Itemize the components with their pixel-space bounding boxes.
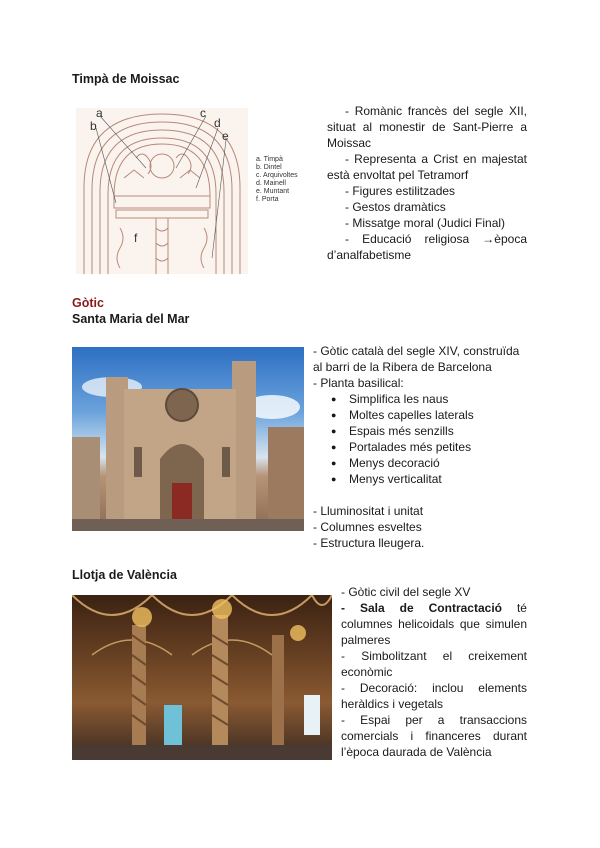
llotja-text <box>341 584 527 760</box>
diagram-legend <box>256 156 298 204</box>
cathedral-drawing <box>72 347 304 531</box>
intro-line: - Planta basilical: <box>313 376 404 390</box>
list-item: ● Portalades més petites <box>313 439 528 455</box>
list-item: ● Menys verticalitat <box>313 471 528 487</box>
list-item: ● Espais més senzills <box>313 423 528 439</box>
bullet: - Missatge moral (Judici Final) <box>345 216 506 230</box>
list-item: ● Moltes capelles laterals <box>313 407 528 423</box>
line: - Espai per a transaccions comercials i financeres durant l’època daurada de València <box>341 713 527 759</box>
bullet: - Romànic francès del segle XII, situat al monestir de Sant-Pierre a Moissac <box>327 104 527 150</box>
legend-item: e. Muntant <box>256 188 290 195</box>
label-e: e <box>222 129 229 143</box>
category-gothic: Gòtic <box>72 296 104 310</box>
label-c: c <box>200 108 206 120</box>
section-title-santa-maria: Santa Maria del Mar <box>72 312 190 326</box>
legend-item: a. Timpà <box>256 156 283 163</box>
moissac-text <box>327 103 527 263</box>
line-rest: té columnes helicoidals que simulen palmeres <box>341 601 527 647</box>
line: - Decoració: inclou elements heràldics i vegetals <box>341 681 527 711</box>
label-b: b <box>90 119 97 133</box>
intro-line: - Gòtic català del segle XIV, construïda al barri de la Ribera de Barcelona <box>313 344 520 374</box>
label-d: d <box>214 116 221 130</box>
legend-item: b. Dintel <box>256 164 282 171</box>
bullet: - Gestos dramàtics <box>345 200 446 214</box>
features-list <box>313 391 528 487</box>
line: - Simbolitzant el creixement econòmic <box>341 649 527 679</box>
tympanum-diagram <box>76 108 248 274</box>
bullet: - Representa a Crist en majestat està envoltat pel Tetramorf <box>327 152 527 182</box>
outro-line: - Lluminositat i unitat <box>313 504 424 518</box>
outro-line: - Columnes esveltes <box>313 520 422 534</box>
legend-item: d. Mainell <box>256 180 286 187</box>
outro-line: - Estructura lleugera. <box>313 536 425 550</box>
line <box>341 600 527 648</box>
bullet: - Educació religiosa →època d’analfabetisme <box>327 232 527 262</box>
hall-drawing <box>72 595 332 760</box>
bullet: - Figures estilitzades <box>345 184 456 198</box>
santa-maria-text <box>313 343 528 551</box>
llotja-photo <box>72 595 332 760</box>
line: - Gòtic civil del segle XV <box>341 585 471 599</box>
list-item: ● Menys decoració <box>313 455 528 471</box>
list-item: ● Simplifica les naus <box>313 391 528 407</box>
label-f: f <box>134 231 138 245</box>
bold-phrase: - Sala de Contractació <box>341 601 502 615</box>
santa-maria-photo <box>72 347 304 531</box>
section-title-llotja: Llotja de València <box>72 568 177 582</box>
tympanum-drawing <box>76 108 248 274</box>
legend-item: c. Arquivoltes <box>256 172 298 179</box>
legend-item: f. Porta <box>256 196 279 203</box>
label-a: a <box>96 108 103 120</box>
section-title-moissac: Timpà de Moissac <box>72 72 180 86</box>
